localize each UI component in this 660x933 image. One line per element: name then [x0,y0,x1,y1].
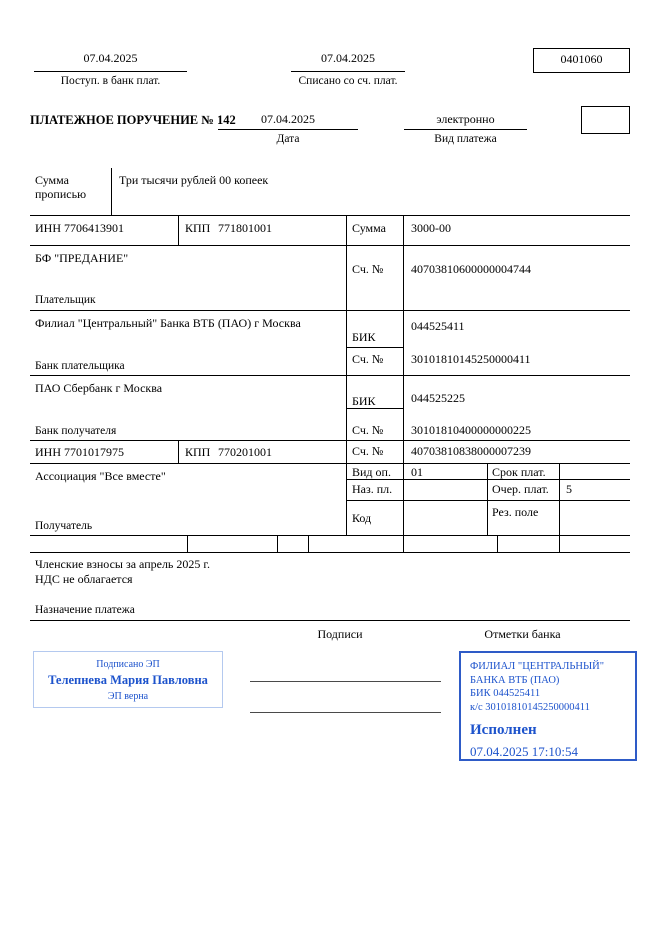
payee-account-label: Сч. № [352,444,384,458]
payer-name: БФ "ПРЕДАНИЕ" [35,251,129,265]
payee-name: Ассоциация "Все вместе" [35,469,166,483]
payee-bank-name: ПАО Сбербанк г Москва [35,381,163,395]
op-priority: 5 [566,482,572,496]
payer-kpp: 771801001 [218,221,272,235]
payer-account-label: Сч. № [352,262,384,276]
op-type-label: Вид оп. [352,465,391,479]
received-date: 07.04.2025 [83,51,138,65]
table-line [497,535,498,552]
table-line [187,535,188,552]
bank-stamp-status: Исполнен [470,721,537,738]
signatures-header: Подписи [317,627,363,641]
table-line [308,535,309,552]
bank-marks-header: Отметки банка [484,627,561,641]
amount-words: Три тысячи рублей 00 копеек [119,173,269,187]
bank-stamp-datetime: 07.04.2025 17:10:54 [470,744,578,760]
table-line [30,440,630,441]
form-code-box [533,48,630,73]
table-line [346,347,403,348]
table-line [346,500,630,501]
payee-bank-bik-label: БИК [352,394,376,408]
debited-date-label: Списано со сч. плат. [298,75,398,87]
payment-kind: электронно [436,112,495,126]
amount-words-label: Сумма прописью [35,173,87,201]
op-naz-label: Наз. пл. [352,482,393,496]
table-line [277,535,278,552]
doc-date: 07.04.2025 [261,112,315,126]
payer-bank-account-label: Сч. № [352,352,384,366]
table-line [30,310,630,311]
payer-inn: ИНН 7706413901 [35,221,124,235]
sum-value: 3000-00 [411,221,451,235]
table-line [30,552,630,553]
table-line [178,440,179,463]
payer-bank-section-label: Банк плательщика [35,360,125,372]
table-line [559,463,560,552]
table-line [30,215,630,216]
doc-date-line [218,129,358,130]
payee-account: 40703810838000007239 [411,444,531,458]
payee-bank-bik: 044525225 [411,391,465,405]
signature-stamp-line3: ЭП верна [107,691,149,702]
op-code-label: Код [352,511,372,525]
payee-bank-account: 30101810400000000225 [411,423,531,437]
op-type: 01 [411,465,423,479]
payer-account: 40703810600000004744 [411,262,531,276]
payee-section-label: Получатель [35,520,93,532]
bank-stamp-bik: БИК 044525411 [470,688,541,700]
table-line [487,463,488,535]
payee-bank-section-label: Банк получателя [35,425,117,437]
table-line [178,215,179,245]
document-title: ПЛАТЕЖНОЕ ПОРУЧЕНИЕ № 142 [30,113,236,127]
sum-label: Сумма [352,221,386,235]
signature-stamp [33,651,223,708]
amount-words-divider [111,168,112,215]
signature-stamp-line1: Подписано ЭП [96,659,160,670]
op-reserve-label: Рез. поле [492,505,539,519]
payment-kind-line [404,129,527,130]
payer-bank-name: Филиал "Центральный" Банка ВТБ (ПАО) г Москва [35,316,301,330]
purpose-section-label: Назначение платежа [35,604,135,616]
payer-section-label: Плательщик [35,294,96,306]
payee-bank-account-label: Сч. № [352,423,384,437]
payer-bank-account: 30101810145250000411 [411,352,531,366]
payer-bank-bik: 044525411 [411,319,465,333]
form-code: 0401060 [560,52,603,66]
table-line [346,215,347,535]
payer-kpp-label: КПП [185,221,211,235]
doc-date-label: Дата [276,133,300,145]
payer-bank-bik-label: БИК [352,330,376,344]
op-priority-label: Очер. плат. [492,482,549,496]
table-line [30,245,630,246]
received-date-line [34,71,187,72]
table-line [403,215,404,552]
payee-kpp: 770201001 [218,445,272,459]
bank-stamp-name: ФИЛИАЛ "ЦЕНТРАЛЬНЫЙ" БАНКА ВТБ (ПАО) [470,661,605,686]
purpose-line2: НДС не облагается [35,572,133,586]
signature-line-1 [250,681,441,682]
debited-date: 07.04.2025 [321,51,375,65]
payee-inn: ИНН 7701017975 [35,445,124,459]
signature-line-2 [250,712,441,713]
table-line [30,535,630,536]
status-101-box [581,106,630,134]
table-line [30,463,630,464]
purpose-line [30,620,630,621]
bank-stamp [459,651,637,761]
op-term-label: Срок плат. [492,465,546,479]
payee-kpp-label: КПП [185,445,211,459]
table-line [30,375,630,376]
signature-stamp-name: Телепнева Мария Павловна [48,673,208,687]
bank-stamp-corr: к/с 30101810145250000411 [470,701,590,713]
received-date-label: Поступ. в банк плат. [60,75,161,87]
debited-date-line [291,71,405,72]
payment-kind-label: Вид платежа [434,133,497,145]
purpose-line1: Членские взносы за апрель 2025 г. [35,557,210,571]
